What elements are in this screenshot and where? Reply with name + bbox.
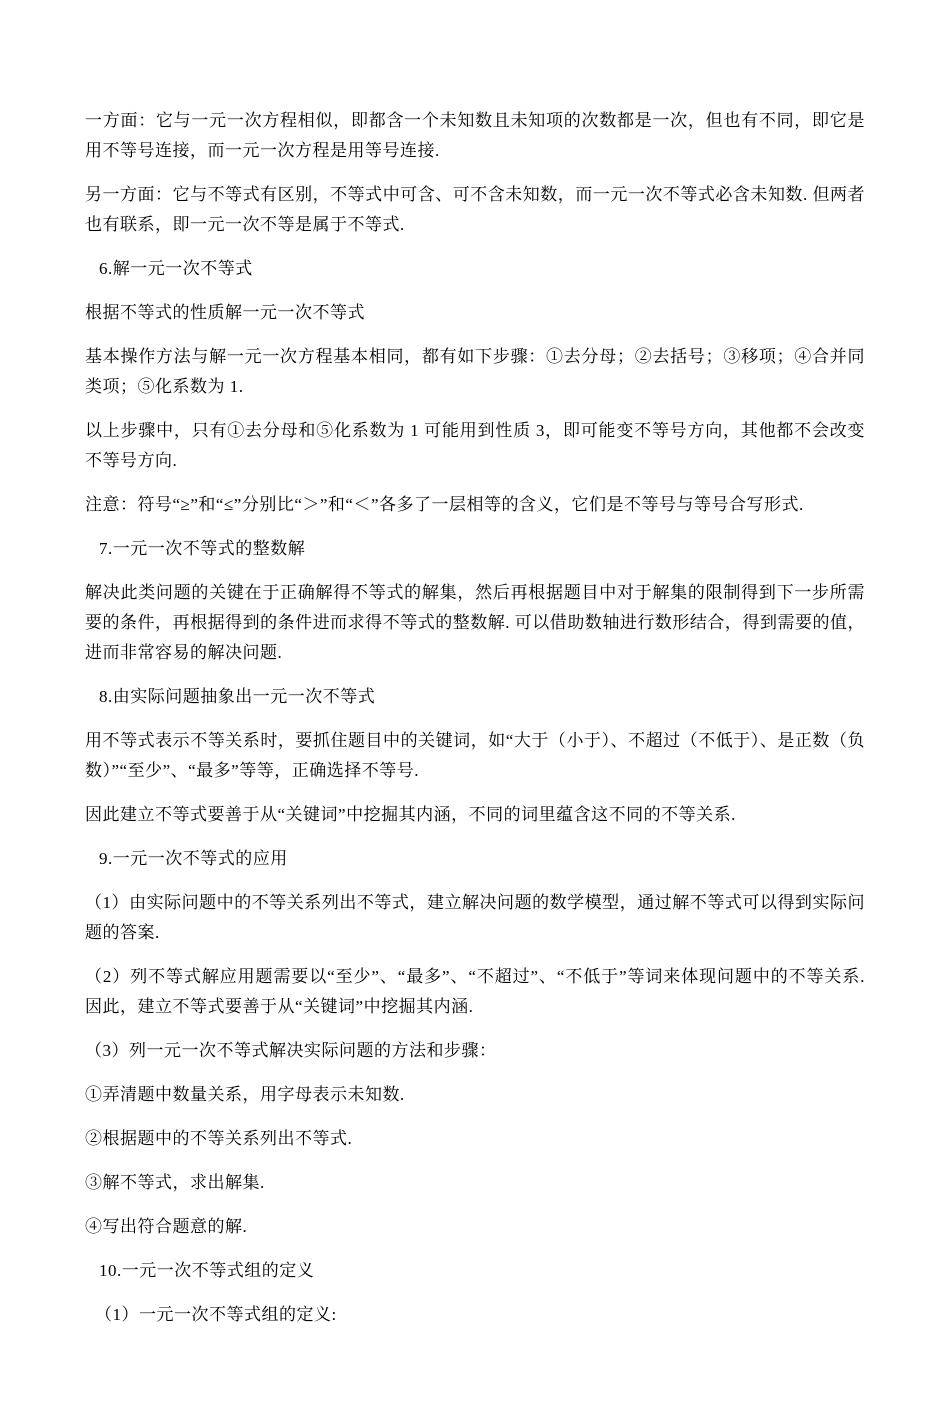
paragraph: 因此建立不等式要善于从“关键词”中挖掘其内涵，不同的词里蕴含这不同的不等关系. [85,805,736,824]
paragraph: 用不等式表示不等关系时，要抓住题目中的关键词，如“大于（小于）、不超过（不低于）、是正数（负数）”“至少”、“最多”等等，正确选择不等号. [85,731,865,780]
document-body [85,106,865,1330]
section-heading-6: 6.解一元一次不等式 [99,259,253,278]
list-item-4: ④写出符合题意的解. [85,1217,248,1236]
list-item-3: ③解不等式，求出解集. [85,1173,265,1192]
list-item-1: ①弄清题中数量关系，用字母表示未知数. [85,1085,405,1104]
paragraph: 以上步骤中，只有①去分母和⑤化系数为 1 可能用到性质 3，即可能变不等号方向，其他都不会改变不等号方向. [85,421,865,470]
sub-heading-1: （1）一元一次不等式组的定义: [95,1305,337,1324]
paragraph: （1）由实际问题中的不等关系列出不等式，建立解决问题的数学模型，通过解不等式可以得到实际问题的答案. [85,893,865,942]
list-item-2: ②根据题中的不等关系列出不等式. [85,1129,353,1148]
paragraph: 根据不等式的性质解一元一次不等式 [85,303,365,322]
paragraph: 基本操作方法与解一元一次方程基本相同，都有如下步骤：①去分母；②去括号；③移项；④合并同类项；⑤化系数为 1. [85,347,865,396]
section-heading-10: 10.一元一次不等式组的定义 [99,1261,315,1280]
section-heading-9: 9.一元一次不等式的应用 [99,849,288,868]
paragraph: 解决此类问题的关键在于正确解得不等式的解集，然后再根据题目中对于解集的限制得到下一步所需要的条件，再根据得到的条件进而求得不等式的整数解. 可以借助数轴进行数形结合，得到需要的值，进而非常容易的解决问题. [85,583,865,662]
paragraph: （2）列不等式解应用题需要以“至少”、“最多”、“不超过”、“不低于”等词来体现问题中的不等关系. 因此，建立不等式要善于从“关键词”中挖掘其内涵. [85,967,865,1016]
paragraph: 一方面：它与一元一次方程相似，即都含一个未知数且未知项的次数都是一次，但也有不同，即它是用不等号连接，而一元一次方程是用等号连接. [85,111,865,160]
section-heading-8: 8.由实际问题抽象出一元一次不等式 [99,687,376,706]
paragraph: 另一方面：它与不等式有区别，不等式中可含、可不含未知数，而一元一次不等式必含未知数. 但两者也有联系，即一元一次不等是属于不等式. [85,185,865,234]
section-heading-7: 7.一元一次不等式的整数解 [99,539,306,558]
paragraph: 注意：符号“≥”和“≤”分别比“＞”和“＜”各多了一层相等的含义，它们是不等号与等号合写形式. [85,495,804,514]
paragraph: （3）列一元一次不等式解决实际问题的方法和步骤： [85,1041,497,1060]
